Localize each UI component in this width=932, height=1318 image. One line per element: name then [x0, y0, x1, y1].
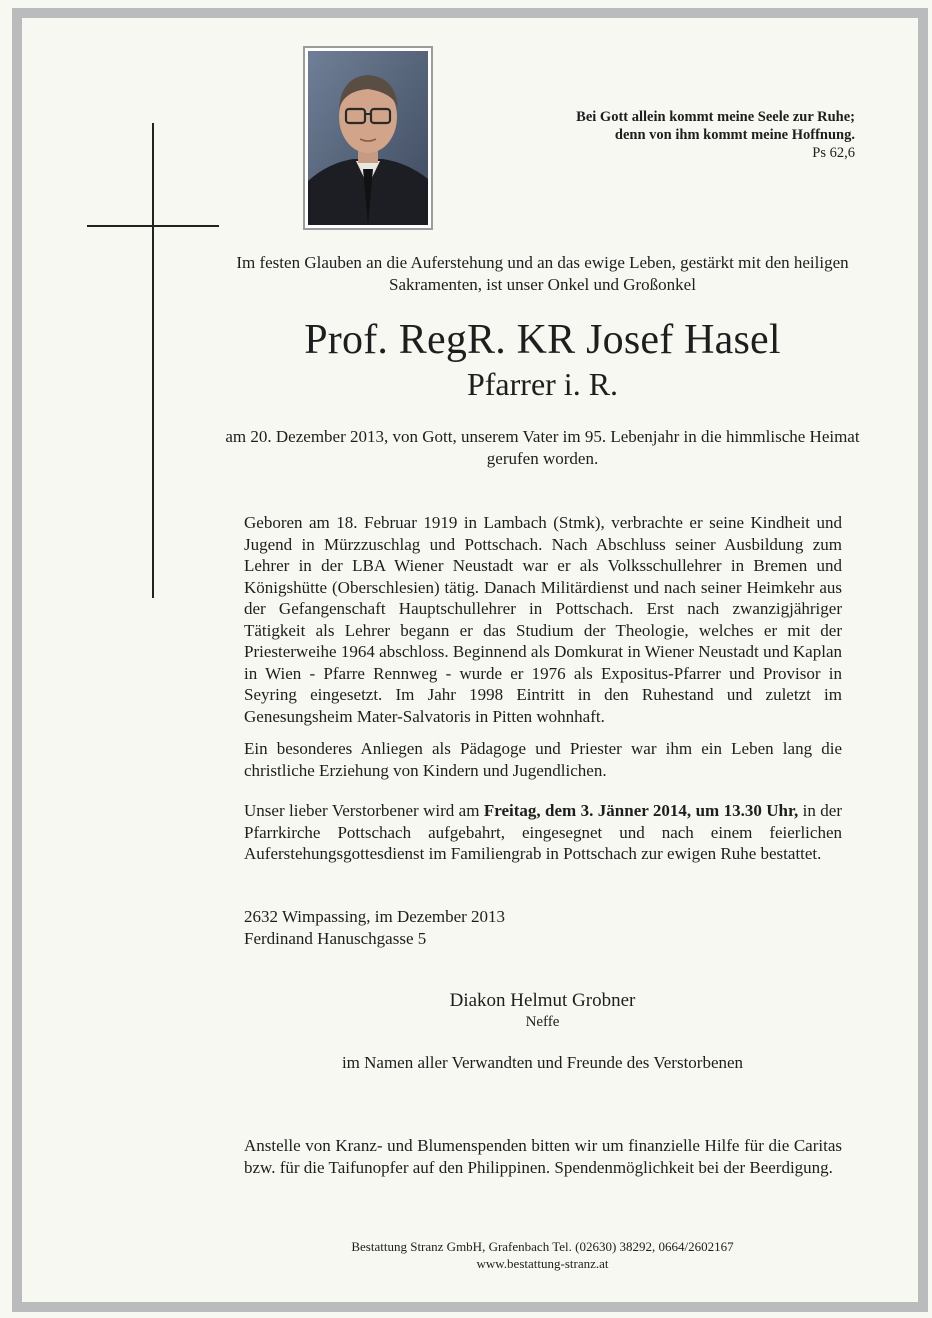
address-line-1: 2632 Wimpassing, im Dezember 2013 — [244, 907, 506, 926]
family-line: im Namen aller Verwandten und Freunde des Verstorbenen — [341, 1053, 744, 1072]
footer — [200, 1238, 885, 1272]
death-notice: am 20. Dezember 2013, von Gott, unserem Vater im 95. Lebenjahr in die himmlische Heimat gerufen worden. — [225, 427, 860, 468]
bible-quote-line-1: Bei Gott allein kommt meine Seele zur Ruhe; — [576, 109, 855, 125]
funeral-paragraph — [244, 800, 842, 865]
portrait-image — [308, 51, 428, 225]
bible-quote — [480, 108, 855, 162]
address-line-2: Ferdinand Hanuschgasse 5 — [244, 928, 427, 948]
funeral-date: Freitag, dem 3. Jänner 2014, um 13.30 Uhr, — [483, 801, 799, 820]
address-block — [244, 906, 842, 949]
footer-company: Bestattung Stranz GmbH, Grafenbach Tel. (02630) 38292, 0664/2602167 — [351, 1239, 734, 1254]
funeral-text-before: Unser lieber Verstorbener wird am — [244, 801, 484, 820]
deceased-title: Pfarrer i. R. — [466, 366, 619, 402]
deceased-name: Prof. RegR. KR Josef Hasel — [304, 317, 781, 363]
biography-paragraph: Geboren am 18. Februar 1919 in Lambach (Stmk), verbrachte er seine Kindheit und Jugend in Mürzzuschlag und Pottschach. Nach Abschluss seiner Ausbildung zum Lehrer in der LBA Wiener Neustadt war er als Volksschullehrer in Bremen und Königshütte (Oberschlesien) tätig. Danach Militärdienst und nach seiner Heimkehr aus der Gefangenschaft Hauptschullehrer in Pottschach. Erst nach zwanzigjähriger Tätigkeit als Lehrer begann er das Studium der Theologie, welches er mit der Priesterweihe 1964 abschloss. Beginnend als Domkurat in Wiener Neustadt und Kaplan in Wien - Pfarre Rennweg - wurde er 1976 als Expositus-Pfarrer und Provisor in Seyring eingesetzt. Im Jahr 1998 Eintritt in den Ruhestand und zuletzt im Genesungsheim Mater-Salvatoris in Pitten wohnhaft. — [244, 513, 842, 726]
cross-icon-horizontal — [87, 225, 219, 227]
footer-website: www.bestattung-stranz.at — [476, 1256, 609, 1271]
concern-paragraph: Ein besonderes Anliegen als Pädagoge und Priester war ihm ein Leben lang die christliche Erziehung von Kindern und Jugendlichen. — [244, 739, 842, 780]
bible-reference: Ps 62,6 — [812, 145, 855, 161]
signer-name: Diakon Helmut Grobner — [449, 990, 636, 1011]
intro-text: Im festen Glauben an die Auferstehung und an das ewige Leben, gestärkt mit den heiligen Sakramenten, ist unser Onkel und Großonkel — [236, 253, 849, 294]
cross-icon-vertical — [152, 123, 154, 598]
donation-paragraph: Anstelle von Kranz- und Blumenspenden bitten wir um finanzielle Hilfe für die Caritas bzw. für die Taifunopfer auf den Philippinen. Spendenmöglichkeit bei der Beerdigung. — [244, 1136, 842, 1177]
funeral-text-after: in der Pfarrkirche Pottschach aufgebahrt, eingesegnet und nach einem feierlichen Auferstehungsgottesdienst im Familiengrab in Pottschach zur ewigen Ruhe bestattet. — [244, 801, 842, 863]
signer-relation: Neffe — [525, 1014, 560, 1030]
portrait-photo — [303, 46, 433, 230]
bible-quote-line-2: denn von ihm kommt meine Hoffnung. — [614, 127, 855, 143]
